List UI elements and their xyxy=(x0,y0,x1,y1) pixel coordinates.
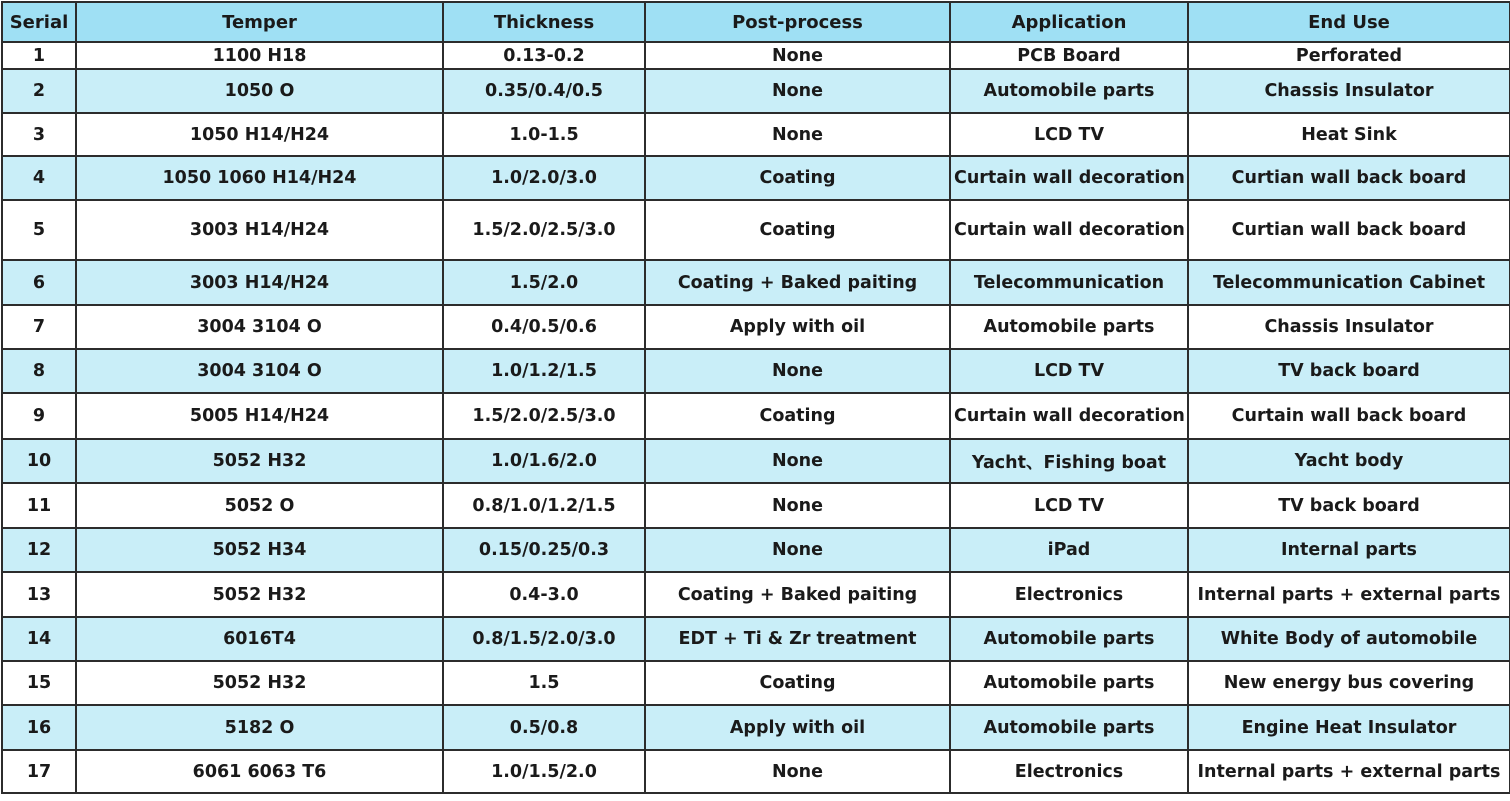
cell-application: Automobile parts xyxy=(950,661,1188,705)
cell-application: Curtain wall decoration xyxy=(950,200,1188,260)
cell-temper: 5052 O xyxy=(76,483,443,528)
cell-application: LCD TV xyxy=(950,483,1188,528)
header-end-use: End Use xyxy=(1188,2,1510,42)
cell-application: Yacht、Fishing boat xyxy=(950,439,1188,483)
cell-application: Electronics xyxy=(950,750,1188,793)
cell-end-use: Curtain wall back board xyxy=(1188,393,1510,439)
table-row xyxy=(2,661,1510,705)
table-row xyxy=(2,349,1510,393)
cell-application: Automobile parts xyxy=(950,305,1188,349)
cell-temper: 5005 H14/H24 xyxy=(76,393,443,439)
cell-thickness: 0.4/0.5/0.6 xyxy=(443,305,645,349)
cell-serial: 1 xyxy=(2,42,76,69)
cell-temper: 1100 H18 xyxy=(76,42,443,69)
table-row xyxy=(2,305,1510,349)
table-row xyxy=(2,528,1510,572)
header-row xyxy=(2,2,1510,42)
cell-thickness: 1.5 xyxy=(443,661,645,705)
cell-serial: 17 xyxy=(2,750,76,793)
cell-post-process: Coating xyxy=(645,156,950,200)
header-application: Application xyxy=(950,2,1188,42)
cell-post-process: Coating xyxy=(645,661,950,705)
header-serial: Serial xyxy=(2,2,76,42)
cell-application: Automobile parts xyxy=(950,69,1188,113)
cell-thickness: 1.5/2.0/2.5/3.0 xyxy=(443,393,645,439)
cell-application: LCD TV xyxy=(950,113,1188,156)
cell-post-process: None xyxy=(645,69,950,113)
cell-serial: 6 xyxy=(2,260,76,305)
cell-serial: 12 xyxy=(2,528,76,572)
cell-end-use: Chassis Insulator xyxy=(1188,305,1510,349)
cell-post-process: None xyxy=(645,439,950,483)
cell-temper: 3003 H14/H24 xyxy=(76,200,443,260)
cell-end-use: Internal parts + external parts xyxy=(1188,750,1510,793)
table-row xyxy=(2,393,1510,439)
table-row xyxy=(2,617,1510,661)
cell-application: iPad xyxy=(950,528,1188,572)
cell-thickness: 0.5/0.8 xyxy=(443,705,645,750)
cell-serial: 2 xyxy=(2,69,76,113)
cell-temper: 3004 3104 O xyxy=(76,305,443,349)
cell-end-use: New energy bus covering xyxy=(1188,661,1510,705)
table-row xyxy=(2,483,1510,528)
table-body xyxy=(2,42,1510,793)
cell-temper: 5182 O xyxy=(76,705,443,750)
cell-serial: 8 xyxy=(2,349,76,393)
cell-temper: 5052 H32 xyxy=(76,439,443,483)
table-row xyxy=(2,572,1510,617)
cell-application: Curtain wall decoration xyxy=(950,393,1188,439)
cell-temper: 1050 O xyxy=(76,69,443,113)
cell-post-process: Coating xyxy=(645,200,950,260)
cell-end-use: White Body of automobile xyxy=(1188,617,1510,661)
header-post-process: Post-process xyxy=(645,2,950,42)
table-row xyxy=(2,705,1510,750)
cell-application: Electronics xyxy=(950,572,1188,617)
cell-post-process: None xyxy=(645,750,950,793)
cell-thickness: 1.5/2.0 xyxy=(443,260,645,305)
cell-post-process: None xyxy=(645,483,950,528)
cell-post-process: Coating + Baked paiting xyxy=(645,260,950,305)
cell-post-process: Apply with oil xyxy=(645,705,950,750)
cell-application: PCB Board xyxy=(950,42,1188,69)
table-row xyxy=(2,750,1510,793)
cell-serial: 16 xyxy=(2,705,76,750)
cell-application: Automobile parts xyxy=(950,617,1188,661)
cell-application: Telecommunication xyxy=(950,260,1188,305)
cell-thickness: 1.0/1.5/2.0 xyxy=(443,750,645,793)
cell-thickness: 0.15/0.25/0.3 xyxy=(443,528,645,572)
cell-thickness: 0.4-3.0 xyxy=(443,572,645,617)
cell-serial: 11 xyxy=(2,483,76,528)
cell-post-process: None xyxy=(645,349,950,393)
cell-application: LCD TV xyxy=(950,349,1188,393)
cell-end-use: Curtian wall back board xyxy=(1188,200,1510,260)
cell-serial: 10 xyxy=(2,439,76,483)
cell-thickness: 1.0/1.2/1.5 xyxy=(443,349,645,393)
table-row xyxy=(2,260,1510,305)
cell-temper: 5052 H32 xyxy=(76,572,443,617)
cell-serial: 4 xyxy=(2,156,76,200)
cell-end-use: Perforated xyxy=(1188,42,1510,69)
header-thickness: Thickness xyxy=(443,2,645,42)
cell-serial: 13 xyxy=(2,572,76,617)
table-row xyxy=(2,113,1510,156)
cell-thickness: 0.35/0.4/0.5 xyxy=(443,69,645,113)
cell-post-process: None xyxy=(645,42,950,69)
cell-end-use: TV back board xyxy=(1188,483,1510,528)
cell-post-process: None xyxy=(645,113,950,156)
cell-post-process: None xyxy=(645,528,950,572)
cell-temper: 5052 H32 xyxy=(76,661,443,705)
cell-temper: 5052 H34 xyxy=(76,528,443,572)
cell-temper: 3003 H14/H24 xyxy=(76,260,443,305)
cell-end-use: Curtian wall back board xyxy=(1188,156,1510,200)
cell-thickness: 0.8/1.5/2.0/3.0 xyxy=(443,617,645,661)
table-row xyxy=(2,156,1510,200)
cell-serial: 3 xyxy=(2,113,76,156)
cell-post-process: Apply with oil xyxy=(645,305,950,349)
cell-application: Curtain wall decoration xyxy=(950,156,1188,200)
cell-serial: 5 xyxy=(2,200,76,260)
cell-serial: 15 xyxy=(2,661,76,705)
cell-serial: 9 xyxy=(2,393,76,439)
cell-end-use: Telecommunication Cabinet xyxy=(1188,260,1510,305)
cell-temper: 3004 3104 O xyxy=(76,349,443,393)
cell-thickness: 1.5/2.0/2.5/3.0 xyxy=(443,200,645,260)
cell-end-use: Internal parts + external parts xyxy=(1188,572,1510,617)
cell-thickness: 1.0/1.6/2.0 xyxy=(443,439,645,483)
cell-temper: 1050 H14/H24 xyxy=(76,113,443,156)
cell-end-use: Engine Heat Insulator xyxy=(1188,705,1510,750)
product-application-table xyxy=(1,1,1510,794)
cell-post-process: EDT + Ti & Zr treatment xyxy=(645,617,950,661)
cell-thickness: 1.0/2.0/3.0 xyxy=(443,156,645,200)
table-row xyxy=(2,42,1510,69)
cell-end-use: Chassis Insulator xyxy=(1188,69,1510,113)
cell-temper: 6016T4 xyxy=(76,617,443,661)
cell-temper: 6061 6063 T6 xyxy=(76,750,443,793)
cell-post-process: Coating + Baked paiting xyxy=(645,572,950,617)
table-row xyxy=(2,200,1510,260)
cell-end-use: TV back board xyxy=(1188,349,1510,393)
cell-end-use: Yacht body xyxy=(1188,439,1510,483)
header-temper: Temper xyxy=(76,2,443,42)
table-row xyxy=(2,439,1510,483)
cell-post-process: Coating xyxy=(645,393,950,439)
cell-serial: 14 xyxy=(2,617,76,661)
cell-temper: 1050 1060 H14/H24 xyxy=(76,156,443,200)
cell-thickness: 0.8/1.0/1.2/1.5 xyxy=(443,483,645,528)
cell-end-use: Heat Sink xyxy=(1188,113,1510,156)
cell-application: Automobile parts xyxy=(950,705,1188,750)
table-row xyxy=(2,69,1510,113)
cell-thickness: 0.13-0.2 xyxy=(443,42,645,69)
cell-thickness: 1.0-1.5 xyxy=(443,113,645,156)
cell-end-use: Internal parts xyxy=(1188,528,1510,572)
cell-serial: 7 xyxy=(2,305,76,349)
